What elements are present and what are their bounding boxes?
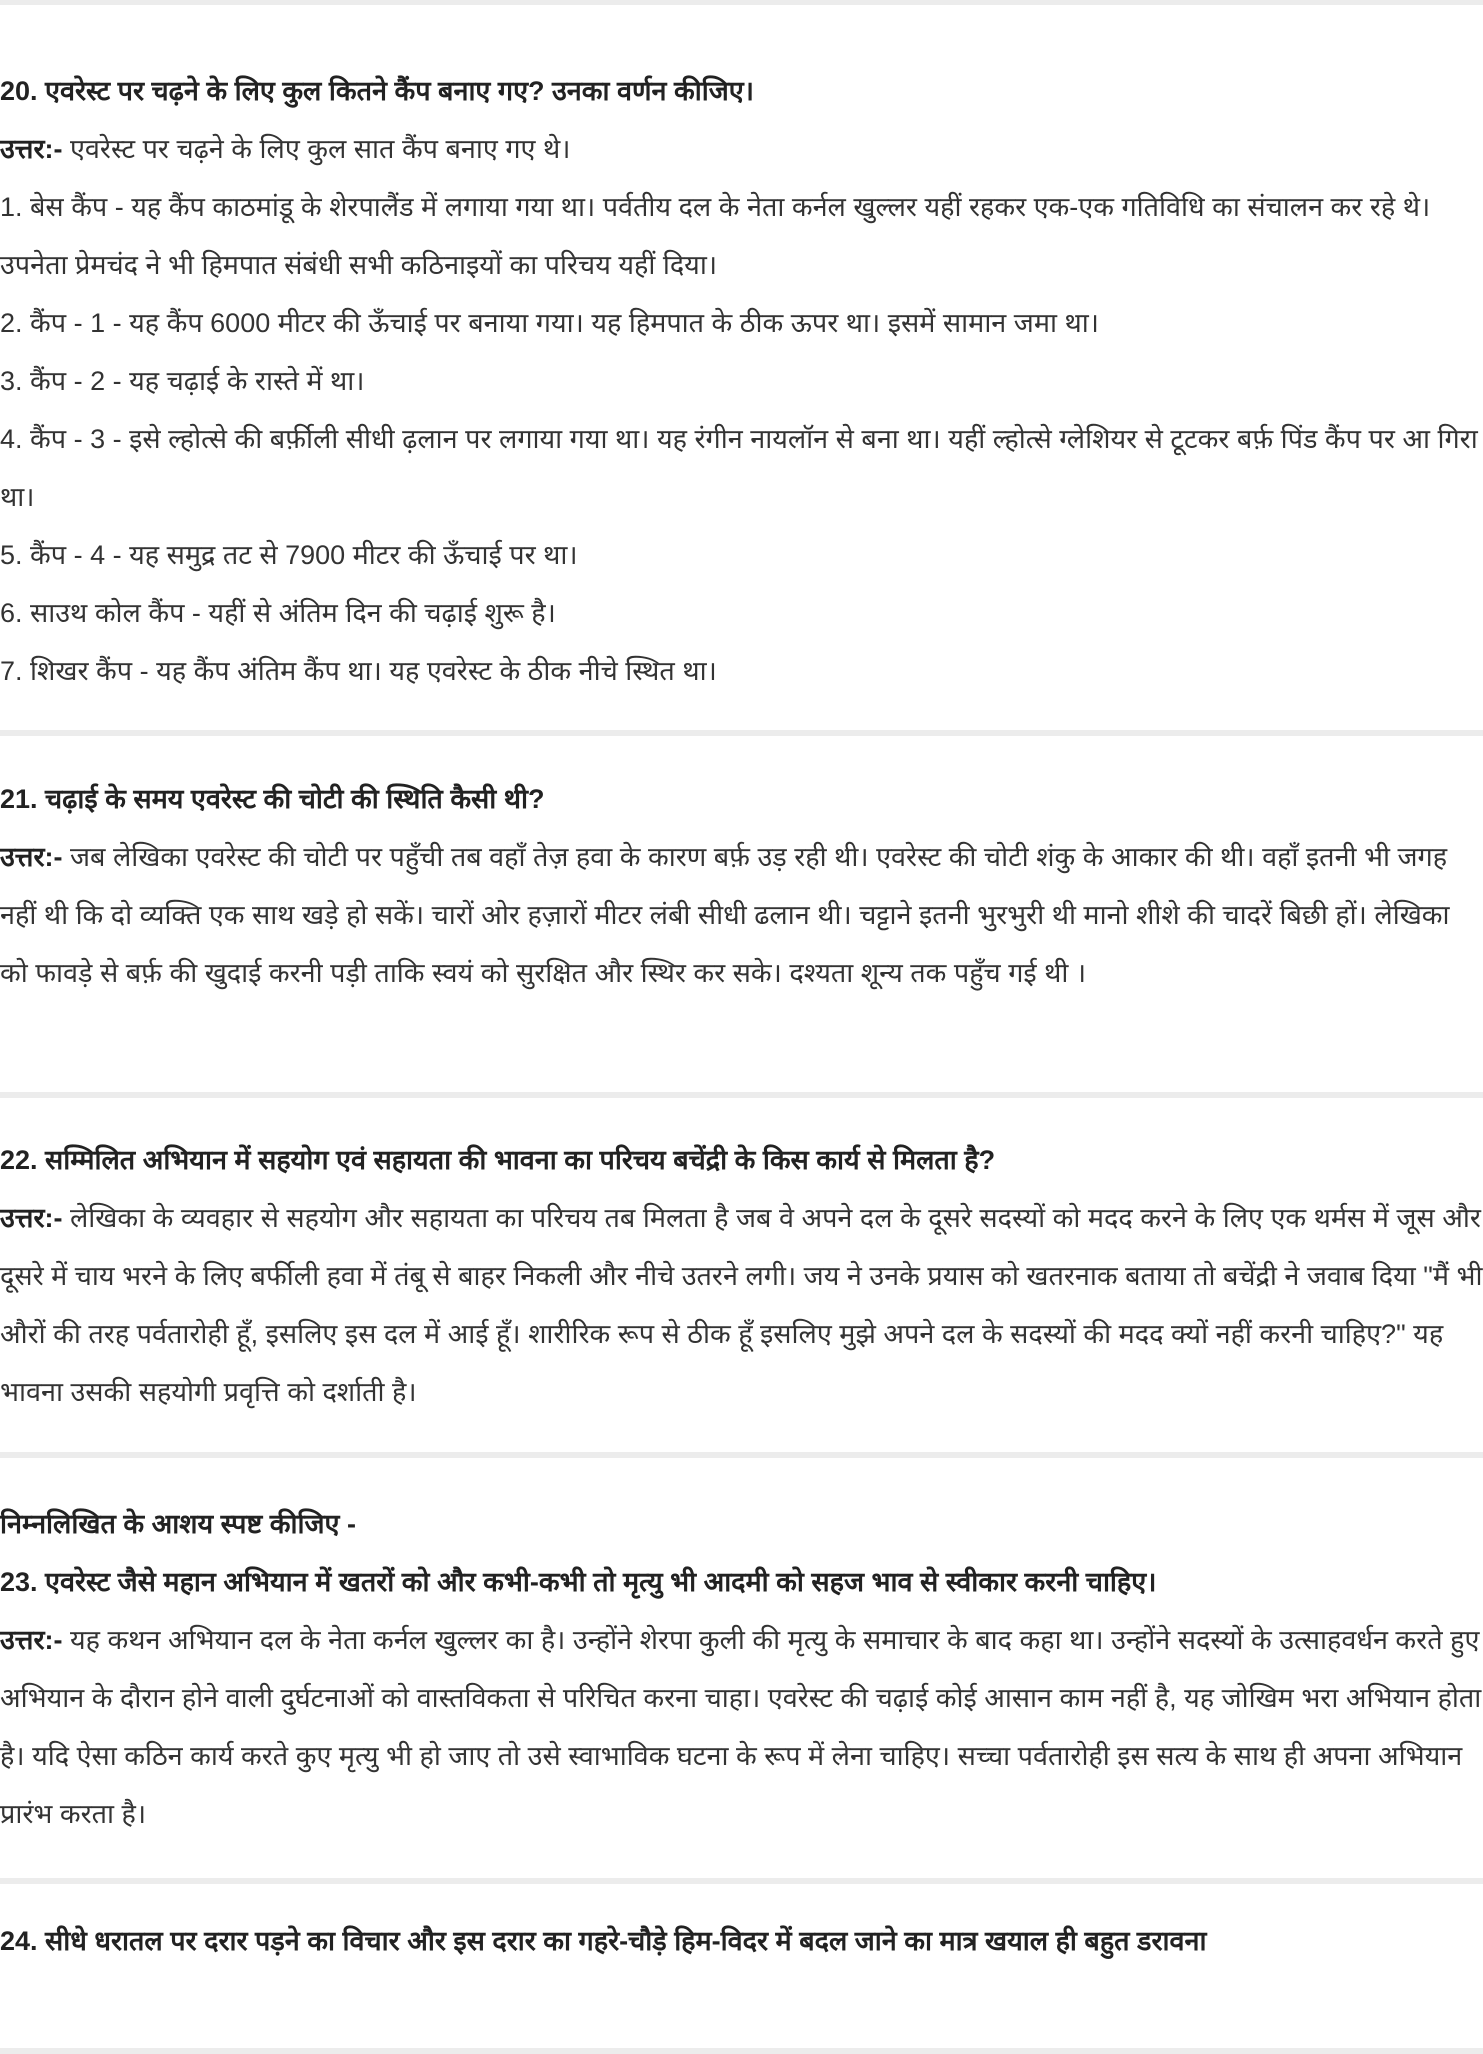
bottom-divider — [0, 2048, 1483, 2054]
answer-text: एवरेस्ट पर चढ़ने के लिए कुल सात कैंप बनाए गए थे। — [62, 134, 571, 164]
question-20-block — [0, 62, 1483, 700]
question-22-block — [0, 1131, 1483, 1421]
question-21-block — [0, 770, 1483, 1002]
answer-text: जब लेखिका एवरेस्ट की चोटी पर पहुँची तब वहाँ तेज़ हवा के कारण बर्फ़ उड़ रही थी। एवरेस्ट की चोटी शंकु के आकार की थी। वहाँ इतनी भी जगह नहीं थी कि दो व्यक्ति एक साथ खड़े हो सकें। चारों ओर हज़ारों मीटर लंबी सीधी ढलान थी। चट्टाने इतनी भुरभुरी थी मानो शीशे की चादरें बिछी हों। लेखिका को फावड़े से बर्फ़ की खुदाई करनी पड़ी ताकि स्वयं को सुरक्षित और स्थिर कर सके। दश्यता शून्य तक पहुँच गई थी । — [0, 842, 1450, 988]
section-heading: निम्नलिखित के आशय स्पष्ट कीजिए - — [0, 1509, 356, 1539]
question-23: 23. एवरेस्ट जैसे महान अभियान में खतरों को और कभी-कभी तो मृत्यु भी आदमी को सहज भाव से स्वीकार करनी चाहिए। — [0, 1567, 1157, 1597]
answer-22 — [0, 1189, 1483, 1421]
question-24-block — [0, 1912, 1483, 1970]
answer-label: उत्तर:- — [0, 134, 63, 164]
answer-label: उत्तर:- — [0, 1203, 63, 1233]
point-4: 4. कैंप - 3 - इसे ल्होत्से की बर्फ़ीली सीधी ढ़लान पर लगाया गया था। यह रंगीन नायलॉन से बना था। यहीं ल्होत्से ग्लेशियर से टूटकर बर्फ़ पिंड कैंप पर आ गिरा था। — [0, 424, 1478, 512]
top-divider — [0, 0, 1483, 5]
question-20: 20. एवरेस्ट पर चढ़ने के लिए कुल कितने कैंप बनाए गए? उनका वर्णन कीजिए। — [0, 76, 754, 106]
question-24: 24. सीधे धरातल पर दरार पड़ने का विचार और इस दरार का गहरे-चौड़े हिम-विदर में बदल जाने का मात्र खयाल ही बहुत डरावना — [0, 1926, 1207, 1956]
point-6: 6. साउथ कोल कैंप - यहीं से अंतिम दिन की चढ़ाई शुरू है। — [0, 598, 556, 628]
question-22: 22. सम्मिलित अभियान में सहयोग एवं सहायता की भावना का परिचय बचेंद्री के किस कार्य से मिलता है? — [0, 1145, 996, 1175]
answer-label: उत्तर:- — [0, 1625, 63, 1655]
section-divider — [0, 1878, 1483, 1884]
point-2: 2. कैंप - 1 - यह कैंप 6000 मीटर की ऊँचाई पर बनाया गया। यह हिमपात के ठीक ऊपर था। इसमें सामान जमा था। — [0, 308, 1099, 338]
section-divider — [0, 1452, 1483, 1458]
point-5: 5. कैंप - 4 - यह समुद्र तट से 7900 मीटर की ऊँचाई पर था। — [0, 540, 578, 570]
answer-21 — [0, 828, 1483, 1002]
section-divider — [0, 730, 1483, 736]
answer-23 — [0, 1611, 1483, 1843]
point-7: 7. शिखर कैंप - यह कैंप अंतिम कैंप था। यह एवरेस्ट के ठीक नीचे स्थित था। — [0, 656, 717, 686]
point-1: 1. बेस कैंप - यह कैंप काठमांडू के शेरपालैंड में लगाया गया था। पर्वतीय दल के नेता कर्नल खुल्लर यहीं रहकर एक-एक गतिविधि का संचालन कर रहे थे। उपनेता प्रेमचंद ने भी हिमपात संबंधी सभी कठिनाइयों का परिचय यहीं दिया। — [0, 192, 1431, 280]
point-3: 3. कैंप - 2 - यह चढ़ाई के रास्ते में था। — [0, 366, 365, 396]
section-divider — [0, 1092, 1483, 1098]
question-21: 21. चढ़ाई के समय एवरेस्ट की चोटी की स्थिति कैसी थी? — [0, 784, 545, 814]
answer-text: यह कथन अभियान दल के नेता कर्नल खुल्लर का है। उन्होंने शेरपा कुली की मृत्यु के समाचार के बाद कहा था। उन्होंने सदस्यों के उत्साहवर्धन करते हुए अभियान के दौरान होने वाली दुर्घटनाओं को वास्तविकता से परिचित करना चाहा। एवरेस्ट की चढ़ाई कोई आसान काम नहीं है, यह जोखिम भरा अभियान होता है। यदि ऐसा कठिन कार्य करते कुए मृत्यु भी हो जाए तो उसे स्वाभाविक घटना के रूप में लेना चाहिए। सच्चा पर्वतारोही इस सत्य के साथ ही अपना अभियान प्रारंभ करता है। — [0, 1625, 1482, 1829]
answer-20 — [0, 120, 1483, 178]
answer-label: उत्तर:- — [0, 842, 63, 872]
question-23-block — [0, 1495, 1483, 1843]
answer-text: लेखिका के व्यवहार से सहयोग और सहायता का परिचय तब मिलता है जब वे अपने दल के दूसरे सदस्यों को मदद करने के लिए एक थर्मस में जूस और दूसरे में चाय भरने के लिए बर्फीली हवा में तंबू से बाहर निकली और नीचे उतरने लगी। जय ने उनके प्रयास को खतरनाक बताया तो बचेंद्री ने जवाब दिया "मैं भी औरों की तरह पर्वतारोही हूँ, इसलिए इस दल में आई हूँ। शारीरिक रूप से ठीक हूँ इसलिए मुझे अपने दल के सदस्यों की मदद क्यों नहीं करनी चाहिए?" यह भावना उसकी सहयोगी प्रवृत्ति को दर्शाती है। — [0, 1203, 1483, 1407]
